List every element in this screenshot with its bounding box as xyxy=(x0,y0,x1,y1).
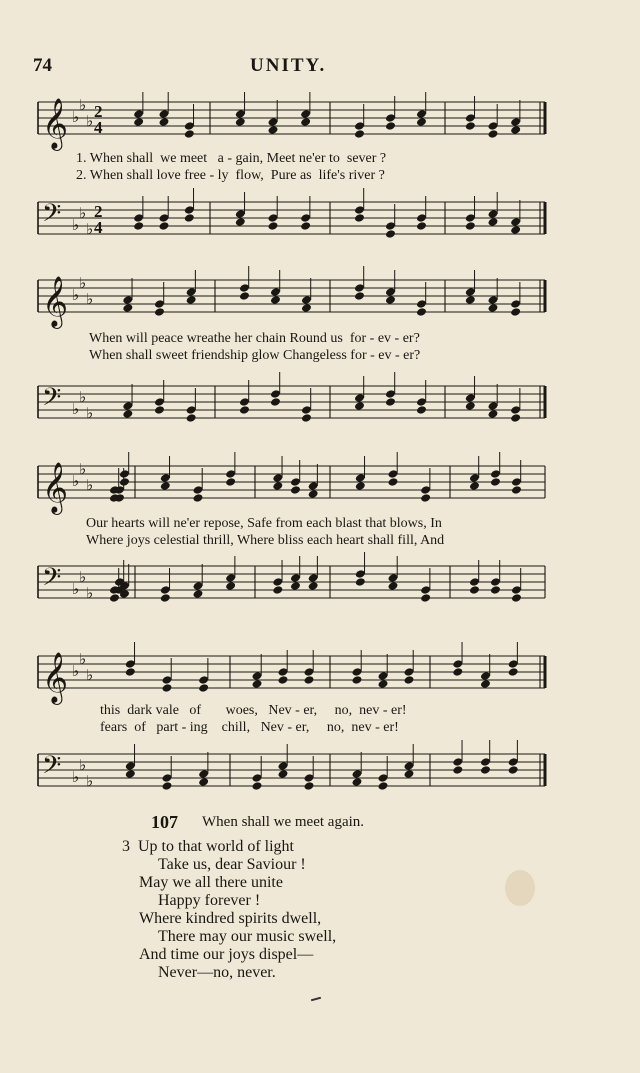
lyric-line-3-2: Where joys celestial thrill, Where bliss each heart shall fill, And xyxy=(86,533,445,548)
svg-text:♭: ♭ xyxy=(72,400,80,418)
lyric-line-2-2: When shall sweet friendship glow Changeless for - ev - er? xyxy=(89,348,421,363)
svg-text:♭: ♭ xyxy=(79,756,87,774)
svg-text:♭: ♭ xyxy=(79,274,87,292)
svg-text:𝄢: 𝄢 xyxy=(42,199,62,234)
lyric-line-3-1: Our hearts will ne'er repose, Safe from each blast that blows, In xyxy=(86,516,442,531)
bass-staff-2 xyxy=(30,382,550,426)
svg-text:♭: ♭ xyxy=(79,650,87,668)
svg-text:♭: ♭ xyxy=(86,112,94,130)
svg-text:♭: ♭ xyxy=(86,666,94,684)
verse-line: 3 Up to that world of light xyxy=(122,838,294,855)
svg-text:♭: ♭ xyxy=(79,96,87,114)
svg-text:𝄢: 𝄢 xyxy=(42,383,62,418)
svg-text:2: 2 xyxy=(94,102,103,121)
treble-staff-3 xyxy=(30,460,550,513)
svg-text:♭: ♭ xyxy=(72,580,80,598)
verse-line: There may our music swell, xyxy=(158,928,337,945)
svg-text:𝄞: 𝄞 xyxy=(42,98,69,149)
treble-staff-4 xyxy=(30,650,550,703)
svg-text:𝄞: 𝄞 xyxy=(42,276,69,327)
bass-staff-4 xyxy=(30,750,550,794)
verse-line: Never—no, never. xyxy=(158,964,276,981)
lyric-line-4-1: this dark vale of woes, Nev - er, no, nev - er! xyxy=(100,703,407,718)
svg-text:2: 2 xyxy=(94,202,103,221)
page-number: 74 xyxy=(33,55,52,76)
paper-stain xyxy=(505,870,535,906)
lyric-line-2-1: When will peace wreathe her chain Round us for - ev - er? xyxy=(89,331,420,346)
svg-text:♭: ♭ xyxy=(86,220,94,238)
svg-text:♭: ♭ xyxy=(79,460,87,478)
lyric-line-4-2: fears of part - ing chill, Nev - er, no, nev - er! xyxy=(100,720,399,735)
svg-text:♭: ♭ xyxy=(79,388,87,406)
verse-line: Where kindred spirits dwell, xyxy=(139,910,322,927)
verse-line: Happy forever ! xyxy=(158,892,261,909)
svg-text:𝄢: 𝄢 xyxy=(42,751,62,786)
verse-line: Take us, dear Saviour ! xyxy=(158,856,306,873)
svg-text:𝄞: 𝄞 xyxy=(42,462,69,513)
svg-text:♭: ♭ xyxy=(86,404,94,422)
treble-staff-2 xyxy=(30,274,550,327)
svg-text:4: 4 xyxy=(94,118,103,137)
running-title: UNITY. xyxy=(250,55,327,76)
svg-text:♭: ♭ xyxy=(86,584,94,602)
treble-staff-1 xyxy=(30,96,550,149)
hymn-title: When shall we meet again. xyxy=(202,814,365,830)
verse-line: May we all there unite xyxy=(139,874,283,891)
verse-line: And time our joys dispel— xyxy=(139,946,314,963)
svg-text:♭: ♭ xyxy=(72,662,80,680)
svg-text:♭: ♭ xyxy=(72,286,80,304)
svg-text:♭: ♭ xyxy=(86,772,94,790)
bass-staff-1 xyxy=(30,198,550,242)
svg-text:♭: ♭ xyxy=(86,290,94,308)
svg-text:♭: ♭ xyxy=(79,568,87,586)
svg-text:4: 4 xyxy=(94,218,103,237)
hymn-number: 107 xyxy=(151,812,178,832)
svg-text:♭: ♭ xyxy=(72,108,80,126)
svg-text:♭: ♭ xyxy=(72,768,80,786)
svg-text:♭: ♭ xyxy=(72,216,80,234)
svg-text:♭: ♭ xyxy=(72,472,80,490)
printer-mark xyxy=(311,997,321,1002)
svg-text:𝄢: 𝄢 xyxy=(42,563,62,598)
svg-text:♭: ♭ xyxy=(86,476,94,494)
bass-staff-3 xyxy=(30,562,550,606)
svg-text:♭: ♭ xyxy=(79,204,87,222)
lyric-line-1-2: 2. When shall love free - ly flow, Pure as life's river ? xyxy=(76,168,385,183)
lyric-line-1-1: 1. When shall we meet a - gain, Meet ne'er to sever ? xyxy=(76,151,387,166)
svg-text:𝄞: 𝄞 xyxy=(42,652,69,703)
